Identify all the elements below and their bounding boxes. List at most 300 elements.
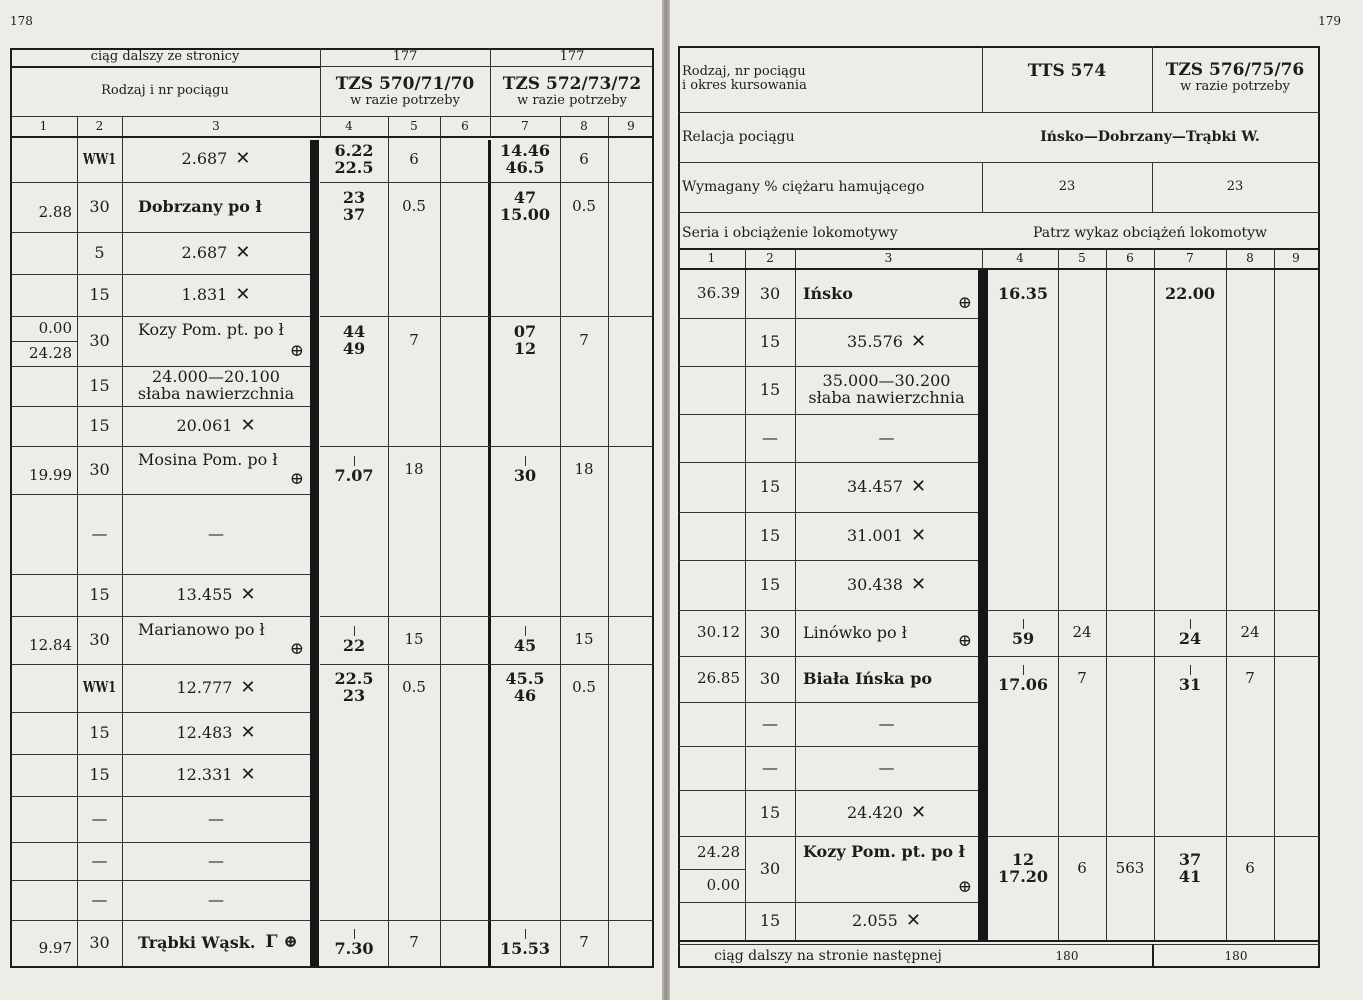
rule-line <box>678 462 745 463</box>
station-cell <box>795 836 978 902</box>
book-gutter <box>662 0 670 1000</box>
km-value: 26.85 <box>697 669 740 688</box>
station-cell <box>122 182 310 232</box>
pass-tick-mark <box>1190 665 1191 675</box>
speed-limit: 15 <box>759 574 781 594</box>
station-name: 13.455 <box>176 584 233 604</box>
column-number: 1 <box>707 250 716 265</box>
station-cell <box>122 494 310 574</box>
rule-line <box>560 137 561 966</box>
station-cell <box>122 316 310 366</box>
station-symbol-icon: Γ ⊕ <box>265 932 298 953</box>
speed-limit: — <box>762 427 778 447</box>
vertical-divider <box>488 140 491 966</box>
crossing-icon: ✕ <box>240 721 256 743</box>
station-cell <box>795 790 978 836</box>
station-cell <box>122 664 310 712</box>
stop-duration: 24 <box>1240 623 1260 642</box>
crossing-icon: ✕ <box>235 283 251 305</box>
arrival-time: 47 <box>513 188 537 208</box>
km-value: 24.28 <box>697 842 740 861</box>
rule-line <box>10 574 77 575</box>
crossing-icon: ✕ <box>240 763 256 785</box>
speed-limit: 30 <box>89 196 110 216</box>
station-cell <box>122 880 310 920</box>
continued-from-label: ciąg dalszy ze stronicy <box>90 49 240 65</box>
departure-time: 46 <box>513 686 537 705</box>
train-header <box>320 70 490 114</box>
rule-line <box>678 512 745 513</box>
speed-limit: 15 <box>759 379 781 399</box>
train-relation: Ińsko—Dobrzany—Trąbki W. <box>1040 128 1260 145</box>
pass-tick-mark <box>525 626 526 636</box>
crossing-icon: ✕ <box>235 241 251 263</box>
rule-line <box>678 46 1320 48</box>
arrival-departure-time <box>320 137 388 182</box>
arrival-departure-time <box>988 270 1058 318</box>
column-number: 7 <box>1186 250 1194 265</box>
speed-limit: 15 <box>89 722 110 742</box>
crossing-icon: ✕ <box>240 676 256 698</box>
rule-line <box>440 137 441 966</box>
station-cell <box>122 366 310 406</box>
rule-line <box>678 902 745 903</box>
station-name: 12.777 <box>176 677 233 697</box>
stop-duration <box>1058 270 1106 318</box>
column-number: 7 <box>521 118 529 133</box>
speed-limit: — <box>91 808 108 828</box>
arrival-departure-time <box>320 316 388 366</box>
train-label-line1: Rodzaj, nr pociągu <box>682 64 806 80</box>
arrival-time: 14.46 <box>499 140 551 160</box>
right-page-number: 179 <box>1318 14 1341 28</box>
departure-time: 24 <box>1178 628 1202 648</box>
arrival-time: 12 <box>1011 850 1035 870</box>
arrival-departure-time <box>988 836 1058 902</box>
departure-time: 30 <box>513 465 537 485</box>
arrival-departure-time <box>320 182 388 232</box>
departure-time: 15.53 <box>499 938 551 958</box>
km-value: 2.88 <box>38 203 72 222</box>
train-note: w razie potrzeby <box>1180 79 1290 95</box>
rule-line <box>10 446 77 447</box>
arrival-departure-time <box>320 616 388 664</box>
left-page-number: 178 <box>10 14 33 28</box>
arrival-departure-time <box>320 920 388 966</box>
station-name: Biała Ińska po <box>803 668 933 688</box>
stop-duration: 7 <box>1245 669 1255 688</box>
station-name: — <box>878 757 895 777</box>
stop-duration <box>1226 270 1274 318</box>
speed-limit: 15 <box>759 331 781 351</box>
station-cell <box>122 406 310 446</box>
station-cell <box>122 232 310 274</box>
crossing-icon: ✕ <box>910 330 927 352</box>
column-number: 4 <box>1016 250 1024 265</box>
rule-line <box>1318 46 1320 968</box>
pass-tick-mark <box>354 929 355 939</box>
arrival-departure-time <box>1154 836 1226 902</box>
stop-duration: 6 <box>579 149 589 168</box>
arrival-departure-time <box>490 920 560 966</box>
train-label <box>678 58 982 100</box>
crossing-icon: ✕ <box>235 148 251 170</box>
station-cell <box>795 414 978 462</box>
station-cell <box>122 137 310 182</box>
km-value: 24.28 <box>29 343 72 362</box>
stop-duration: 7 <box>579 331 589 350</box>
speed-limit: 30 <box>89 932 110 952</box>
speed-limit: 30 <box>89 459 110 479</box>
stop-duration: 7 <box>409 331 419 350</box>
crossing-icon: ✕ <box>240 583 256 605</box>
departure-time: 37 <box>342 205 366 224</box>
speed-limit: 15 <box>759 476 781 496</box>
rule-line <box>320 66 654 67</box>
station-cell <box>795 610 978 656</box>
speed-limit: — <box>91 850 108 870</box>
rule-line <box>10 842 77 843</box>
speed-limit: 15 <box>89 284 110 304</box>
station-name: 2.687 <box>181 242 228 262</box>
station-name: Mosina Pom. po ł <box>138 450 278 469</box>
speed-limit: 30 <box>759 622 781 642</box>
column-number: 8 <box>580 118 588 133</box>
arrival-departure-time <box>490 316 560 366</box>
speed-limit: 30 <box>759 668 781 688</box>
column-number: 1 <box>39 118 48 133</box>
departure-time: 59 <box>1011 628 1035 648</box>
column-number: 9 <box>1292 250 1300 265</box>
rule-line <box>608 137 609 966</box>
arrival-departure-time <box>988 656 1058 702</box>
arrival-time: 6.22 <box>334 140 374 160</box>
arrival-time: 22.5 <box>334 669 374 689</box>
station-cell <box>122 274 310 316</box>
station-name: 20.061 <box>176 415 233 435</box>
departure-time: 16.35 <box>997 283 1049 303</box>
rule-line <box>10 406 77 407</box>
station-name: — <box>208 808 224 828</box>
station-symbol-icon: ⊕ <box>957 877 972 898</box>
rule-line <box>10 712 77 713</box>
brake-weight-value: 23 <box>1226 179 1244 195</box>
station-name: 12.331 <box>176 764 233 784</box>
speed-limit: WW1 <box>82 678 117 697</box>
next-page-ref: 180 <box>1055 948 1079 963</box>
arrival-time: 07 <box>513 322 537 342</box>
km-value: 0.00 <box>706 875 740 894</box>
crossing-icon: ✕ <box>910 524 927 546</box>
rule-line <box>652 48 654 968</box>
rule-line <box>10 48 12 968</box>
speed-limit: 15 <box>759 910 781 930</box>
rule-line <box>678 702 745 703</box>
departure-time: 7.07 <box>334 465 374 485</box>
stop-duration: 15 <box>404 630 424 649</box>
station-name: 24.000—20.100 <box>152 367 280 387</box>
station-symbol-icon: ⊕ <box>957 631 972 652</box>
column-number: 5 <box>1078 250 1086 265</box>
extra-value: 563 <box>1115 859 1145 878</box>
rule-line <box>678 746 745 747</box>
station-symbol-icon: ⊕ <box>957 293 972 314</box>
rule-line <box>10 232 77 233</box>
station-cell <box>795 656 978 702</box>
station-cell <box>795 702 978 746</box>
stop-duration: 6 <box>1245 859 1255 878</box>
column-number: 5 <box>410 118 418 133</box>
station-name: 35.000—30.200 <box>822 371 951 391</box>
station-cell <box>795 902 978 940</box>
crossing-icon: ✕ <box>910 475 927 497</box>
rule-line <box>10 796 77 797</box>
station-name: 1.831 <box>181 284 228 304</box>
rule-line <box>388 137 389 966</box>
departure-time: 12 <box>513 339 537 358</box>
brake-weight-value: 23 <box>1058 179 1076 195</box>
station-name: 31.001 <box>846 525 903 545</box>
train-note: w razie potrzeby <box>517 93 627 109</box>
arrival-departure-time <box>490 182 560 232</box>
stop-duration: 7 <box>1077 669 1087 688</box>
relation-label: Relacja pociągu <box>682 128 795 145</box>
train-name: TTS 574 <box>1027 61 1107 82</box>
rule-line <box>678 560 745 561</box>
station-name: Marianowo po ł <box>138 620 265 639</box>
train-header <box>490 70 654 114</box>
km-value: 19.99 <box>29 466 72 485</box>
arrival-time: 23 <box>342 188 366 208</box>
rule-line <box>10 182 77 183</box>
arrival-departure-time <box>490 446 560 494</box>
stop-duration: 0.5 <box>402 197 426 216</box>
train-page-ref: 177 <box>392 49 418 65</box>
column-number: 6 <box>461 118 469 133</box>
stop-duration: 18 <box>574 460 594 479</box>
stop-duration: 24 <box>1072 623 1092 642</box>
thick-vertical-bar <box>978 270 988 940</box>
station-name: Kozy Pom. pt. po ł <box>138 320 284 339</box>
stop-duration: 0.5 <box>572 197 596 216</box>
speed-limit: — <box>91 523 108 543</box>
rule-line <box>10 966 654 968</box>
train-page-ref: 177 <box>559 49 585 65</box>
arrival-departure-time <box>320 446 388 494</box>
train-label-line2: i okres kursowania <box>682 78 807 93</box>
rule-line <box>678 366 745 367</box>
station-name: 2.055 <box>852 910 898 930</box>
station-cell <box>122 446 310 494</box>
departure-time: 7.30 <box>334 938 374 958</box>
speed-limit: 30 <box>89 330 110 350</box>
station-symbol-icon: ⊕ <box>289 639 304 660</box>
speed-limit: — <box>762 757 778 777</box>
column-number: 6 <box>1126 250 1134 265</box>
arrival-time: 44 <box>342 322 366 342</box>
departure-time: 22 <box>342 635 366 655</box>
departure-time: 23 <box>342 686 366 705</box>
km-value: 0.00 <box>38 318 72 337</box>
departure-time: 22.5 <box>334 157 374 177</box>
left-page <box>0 0 662 1000</box>
departure-time: 46.5 <box>505 157 545 177</box>
brake-weight-label: Wymagany % ciężaru hamującego <box>682 178 925 195</box>
station-cell <box>795 462 978 512</box>
train-header <box>1152 56 1318 100</box>
speed-limit: 30 <box>759 858 781 878</box>
departure-time: 17.06 <box>997 674 1049 694</box>
arrival-departure-time <box>988 610 1058 656</box>
station-cell <box>122 616 310 664</box>
pass-tick-mark <box>354 456 355 466</box>
crossing-icon: ✕ <box>910 801 927 823</box>
station-name: Dobrzany po ł <box>138 196 262 216</box>
rule-line <box>678 414 745 415</box>
stop-duration: 7 <box>409 933 419 952</box>
speed-limit: — <box>91 889 108 909</box>
station-cell <box>795 512 978 560</box>
station-name: — <box>208 523 224 543</box>
station-note: słaba nawierzchnia <box>808 388 965 407</box>
arrival-departure-time <box>490 616 560 664</box>
pass-tick-mark <box>1190 619 1191 629</box>
speed-limit: 30 <box>759 283 781 303</box>
speed-limit: WW1 <box>82 149 117 168</box>
locomotive-label: Seria i obciążenie lokomotywy <box>682 224 898 241</box>
stop-duration: 15 <box>574 630 594 649</box>
station-name: Linówko po ł <box>803 622 907 642</box>
station-name: 35.576 <box>846 331 903 351</box>
stop-duration: 7 <box>579 933 589 952</box>
column-number: 3 <box>212 118 220 133</box>
arrival-departure-time <box>490 137 560 182</box>
rule-line <box>10 664 77 665</box>
train-name: TZS 576/75/76 <box>1165 60 1305 81</box>
rule-line <box>10 880 77 881</box>
speed-limit: 15 <box>89 584 110 604</box>
station-name: 24.420 <box>846 802 903 822</box>
station-name: — <box>878 427 895 447</box>
pass-tick-mark <box>354 626 355 636</box>
station-cell <box>795 366 978 414</box>
column-number: 4 <box>345 118 353 133</box>
stop-duration: 6 <box>1077 859 1087 878</box>
column-number: 3 <box>884 250 893 265</box>
station-cell <box>122 712 310 754</box>
speed-limit: 15 <box>759 525 781 545</box>
departure-time: 41 <box>1178 867 1202 886</box>
station-symbol-icon: ⊕ <box>289 341 304 362</box>
rule-line <box>10 366 77 367</box>
rule-line <box>10 494 77 495</box>
train-name: TZS 572/73/72 <box>502 74 642 95</box>
km-value: 30.12 <box>697 623 740 642</box>
stop-duration: 6 <box>409 149 419 168</box>
station-cell <box>795 270 978 318</box>
station-name: — <box>878 713 895 733</box>
station-name: — <box>208 850 224 870</box>
stop-duration: 0.5 <box>402 678 426 697</box>
speed-limit: 15 <box>759 802 781 822</box>
pass-tick-mark <box>525 456 526 466</box>
column-number: 8 <box>1246 250 1254 265</box>
speed-limit: 15 <box>89 415 110 435</box>
departure-time: 15.00 <box>499 205 551 224</box>
departure-time: 17.20 <box>997 867 1049 886</box>
station-cell <box>795 746 978 790</box>
column-number: 9 <box>627 118 635 133</box>
station-name: 12.483 <box>176 722 233 742</box>
arrival-departure-time <box>1154 270 1226 318</box>
km-value: 12.84 <box>29 636 72 655</box>
departure-time: 49 <box>342 339 366 358</box>
station-cell <box>795 318 978 366</box>
speed-limit: 15 <box>89 375 110 395</box>
pass-tick-mark <box>1023 619 1024 629</box>
speed-limit: 15 <box>89 764 110 784</box>
rule-line <box>10 754 77 755</box>
departure-time: 45 <box>513 635 537 655</box>
station-cell <box>122 920 310 966</box>
train-type-label: Rodzaj i nr pociągu <box>101 83 229 99</box>
station-name: Kozy Pom. pt. po ł <box>803 842 965 861</box>
pass-tick-mark <box>1023 665 1024 675</box>
stop-duration: 0.5 <box>572 678 596 697</box>
crossing-icon: ✕ <box>240 414 256 436</box>
speed-limit: 30 <box>89 629 110 649</box>
rule-line <box>10 920 77 921</box>
station-name: — <box>208 889 224 909</box>
next-page-ref: 180 <box>1224 948 1248 963</box>
pass-tick-mark <box>525 929 526 939</box>
crossing-icon: ✕ <box>910 573 927 595</box>
crossing-icon: ✕ <box>905 909 921 931</box>
arrival-departure-time <box>490 664 560 712</box>
train-note: w razie potrzeby <box>350 93 460 109</box>
station-cell <box>795 560 978 610</box>
km-value: 9.97 <box>38 938 72 957</box>
rule-line <box>678 790 745 791</box>
km-value: 36.39 <box>697 284 740 303</box>
column-number: 2 <box>766 250 774 265</box>
speed-limit: — <box>762 713 778 733</box>
rule-line <box>678 966 1320 968</box>
speed-limit: 5 <box>94 242 105 262</box>
station-symbol-icon: ⊕ <box>289 469 304 490</box>
station-name: 34.457 <box>846 476 903 496</box>
station-name: Ińsko <box>803 283 853 303</box>
rule-line <box>1274 270 1275 940</box>
train-name: TZS 570/71/70 <box>335 74 475 95</box>
right-page <box>670 0 1363 1000</box>
station-name: 30.438 <box>846 574 903 594</box>
column-number: 2 <box>95 118 104 133</box>
arrival-departure-time <box>320 664 388 712</box>
thick-vertical-bar <box>310 140 319 966</box>
locomotive-note: Patrz wykaz obciążeń lokomotyw <box>1032 224 1268 241</box>
rule-line <box>10 616 77 617</box>
arrival-departure-time <box>1154 656 1226 702</box>
departure-time: 22.00 <box>1164 283 1216 303</box>
stop-duration: 18 <box>404 460 424 479</box>
rule-line <box>10 274 77 275</box>
departure-time: 31 <box>1178 674 1202 694</box>
continued-next-label: ciąg dalszy na stronie następnej <box>714 947 942 964</box>
arrival-time: 45.5 <box>505 669 545 689</box>
station-cell <box>122 574 310 616</box>
station-cell <box>122 796 310 842</box>
